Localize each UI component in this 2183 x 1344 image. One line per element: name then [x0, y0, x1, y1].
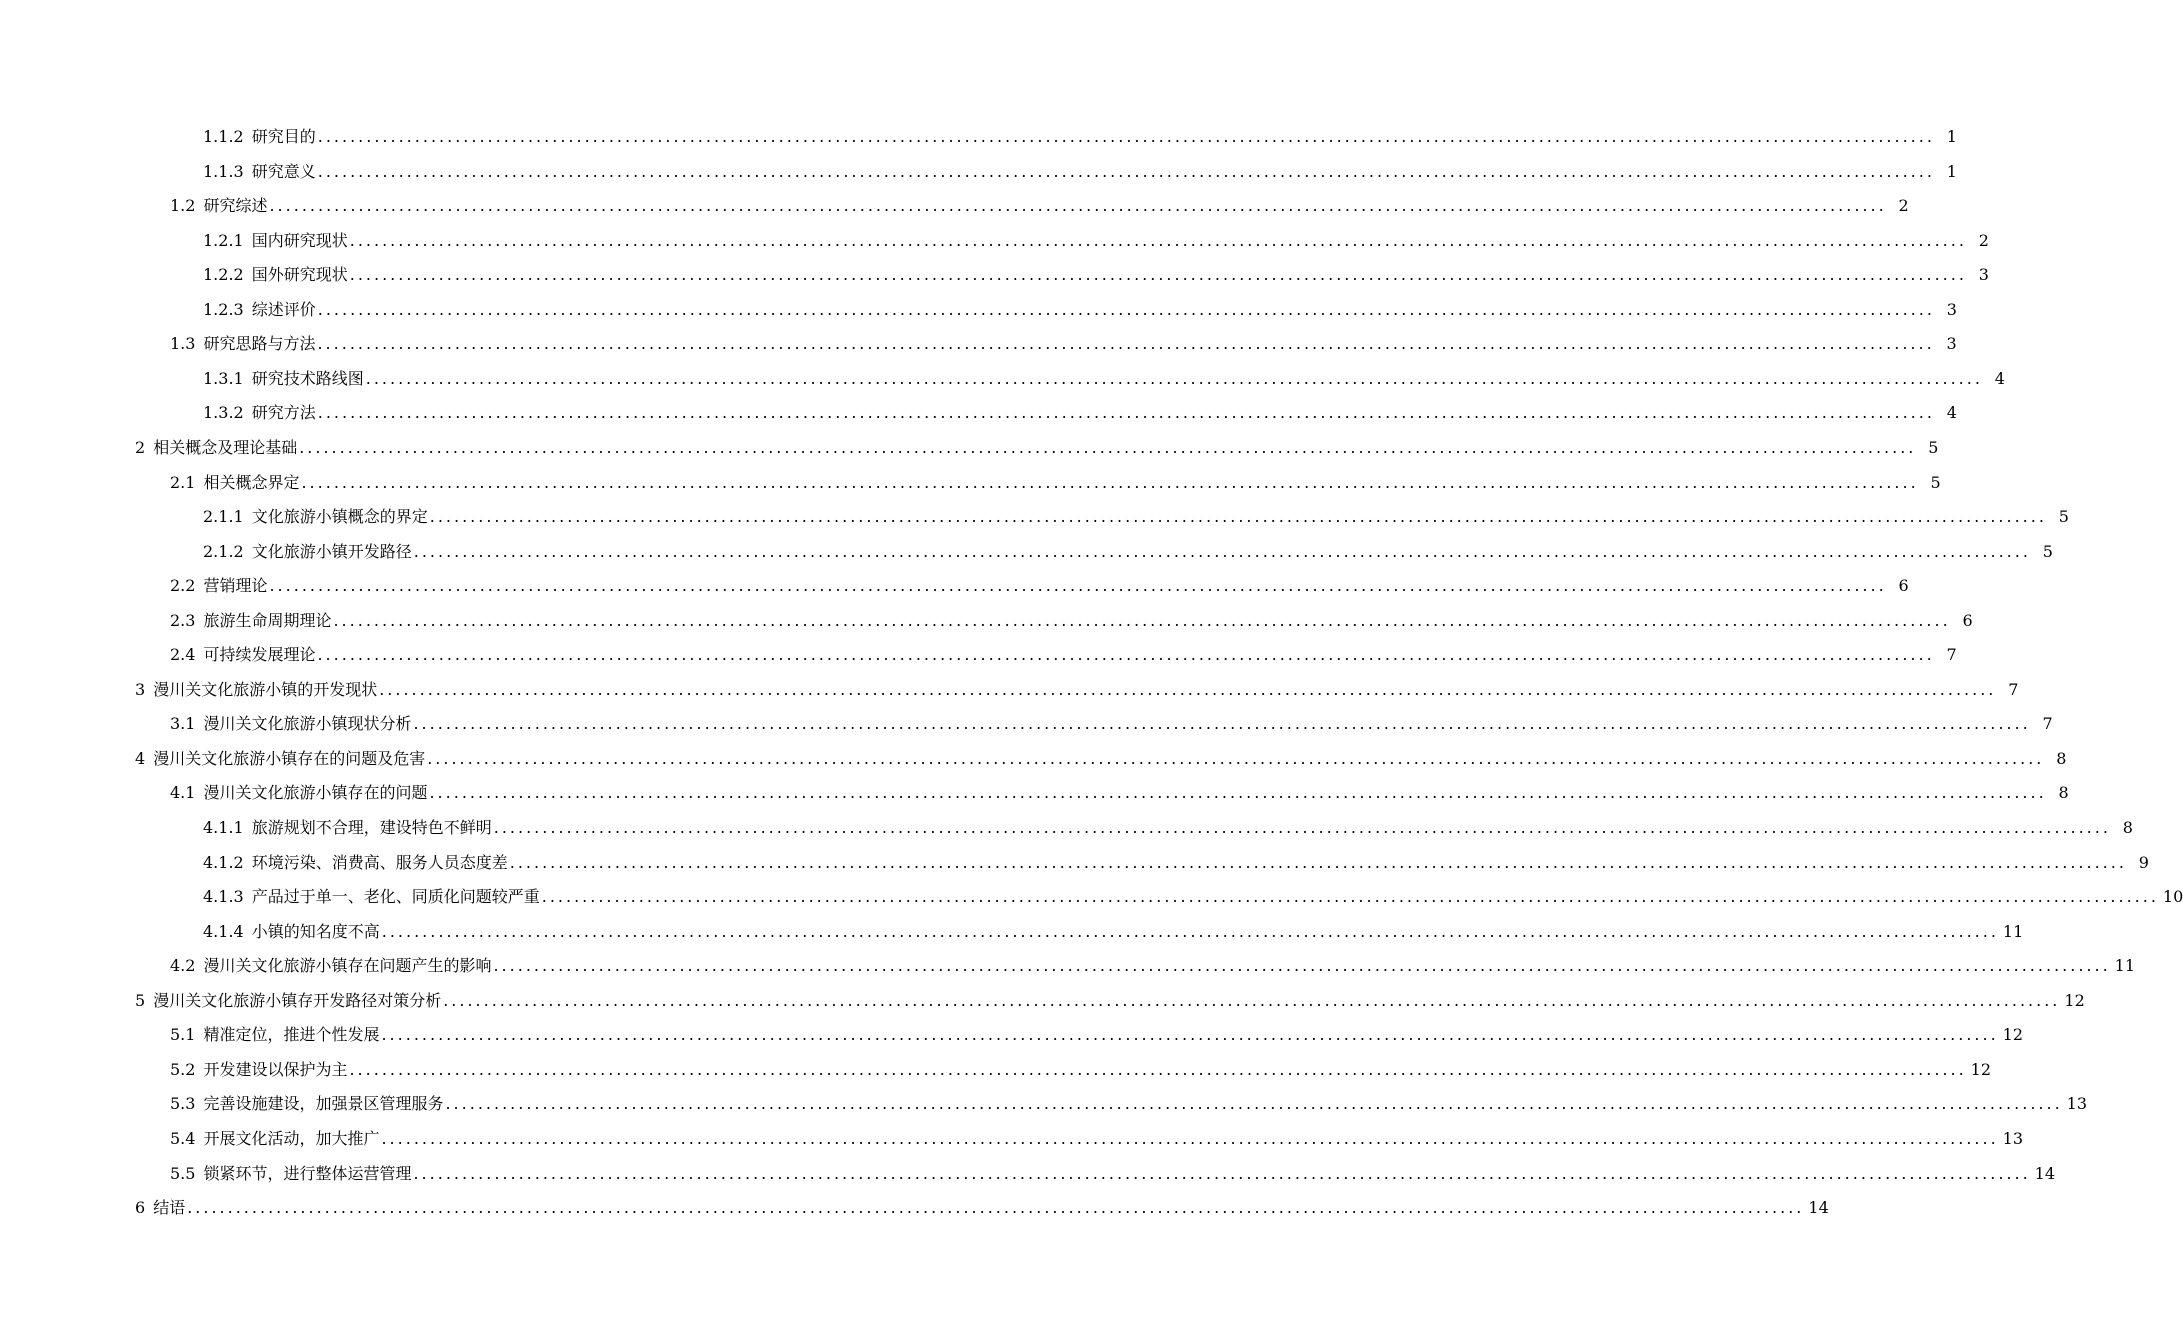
toc-entry-page: 3 — [1978, 265, 1989, 285]
toc-entry[interactable] — [170, 569, 1909, 603]
toc-entry-title: 旅游生命周期理论 — [203, 610, 332, 630]
toc-entry[interactable] — [170, 1053, 1992, 1087]
toc-entry[interactable] — [203, 155, 1957, 189]
toc-entry-number: 4 — [135, 748, 146, 768]
toc-dot-leader: ........................................................................................................................................................................................................ — [317, 299, 1935, 319]
toc-entry-title: 文化旅游小镇概念的界定 — [251, 507, 428, 527]
toc-entry-title: 研究技术路线图 — [251, 368, 364, 388]
toc-entry-title: 可持续发展理论 — [203, 645, 316, 665]
toc-dot-leader: ........................................................................................................................................................................................................ — [317, 127, 1935, 146]
toc-dot-leader: ........................................................................................................................................................................................................ — [413, 1163, 2031, 1183]
toc-entry-number: 4.1.4 — [203, 921, 244, 941]
toc-dot-leader: ........................................................................................................................................................................................................ — [429, 507, 2047, 527]
toc-entry-title: 结语 — [153, 1198, 186, 1218]
toc-entry-page: 3 — [1946, 299, 1957, 319]
toc-entry-number: 1.3 — [170, 334, 196, 354]
toc-entry[interactable] — [170, 1157, 2056, 1191]
toc-dot-leader: ........................................................................................................................................................................................................ — [333, 610, 1951, 630]
toc-entry-title: 相关概念界定 — [203, 472, 300, 492]
toc-entry-number: 2 — [135, 437, 146, 457]
toc-entry-title: 漫川关文化旅游小镇存在问题产生的影响 — [203, 956, 492, 976]
toc-entry-title: 精准定位，推进个性发展 — [203, 1025, 380, 1045]
toc-entry-title: 研究目的 — [251, 127, 316, 146]
toc-entry-title: 相关概念及理论基础 — [153, 437, 298, 457]
toc-entry-title: 产品过于单一、老化、同质化问题较严重 — [251, 887, 540, 907]
toc-dot-leader: ........................................................................................................................................................................................................ — [317, 645, 1935, 665]
toc-entry-number: 6 — [135, 1198, 146, 1218]
toc-entry[interactable] — [135, 431, 1939, 465]
toc-entry-number: 5.3 — [170, 1094, 196, 1114]
toc-entry-number: 2.1 — [170, 472, 196, 492]
toc-entry-number: 1.3.2 — [203, 403, 244, 423]
toc-entry-page: 5 — [1928, 437, 1939, 457]
toc-entry[interactable] — [170, 327, 1957, 361]
toc-dot-leader: ........................................................................................................................................................................................................ — [301, 472, 1919, 492]
toc-dot-leader: ........................................................................................................................................................................................................ — [429, 783, 2047, 803]
toc-entry-title: 国外研究现状 — [251, 265, 348, 285]
toc-dot-leader: ........................................................................................................................................................................................................ — [413, 541, 2031, 561]
toc-dot-leader: ........................................................................................................................................................................................................ — [317, 334, 1935, 354]
toc-entry-number: 3 — [135, 679, 146, 699]
toc-entry[interactable] — [203, 120, 1957, 154]
toc-entry-title: 漫川关文化旅游小镇的开发现状 — [153, 679, 378, 699]
toc-entry-number: 4.1 — [170, 783, 196, 803]
toc-entry[interactable] — [170, 707, 2053, 741]
toc-dot-leader: ........................................................................................................................................................................................................ — [317, 403, 1935, 423]
toc-entry[interactable] — [203, 535, 2053, 569]
toc-entry-title: 旅游规划不合理，建设特色不鲜明 — [251, 818, 492, 837]
toc-entry[interactable] — [170, 1087, 2088, 1121]
toc-entry-page: 1 — [1946, 161, 1957, 181]
toc-entry-page: 4 — [1946, 403, 1957, 423]
toc-dot-leader: ........................................................................................................................................................................................................ — [187, 1198, 1805, 1218]
toc-dot-leader: ........................................................................................................................................................................................................ — [445, 1094, 2063, 1114]
toc-entry-number: 5.1 — [170, 1025, 196, 1045]
toc-entry-number: 5.5 — [170, 1163, 196, 1183]
toc-dot-leader: ........................................................................................................................................................................................................ — [381, 921, 1999, 941]
toc-entry-number: 1.2.3 — [203, 299, 244, 319]
toc-entry-title: 研究综述 — [203, 196, 268, 216]
toc-entry-number: 5.2 — [170, 1059, 196, 1079]
toc-entry[interactable] — [203, 500, 2069, 534]
toc-entry-number: 1.1.2 — [203, 127, 244, 146]
toc-entry-number: 2.1.2 — [203, 541, 244, 561]
toc-entry-number: 5 — [135, 990, 146, 1010]
toc-entry-page: 13 — [2002, 1128, 2024, 1148]
toc-dot-leader: ........................................................................................................................................................................................................ — [541, 887, 2159, 907]
toc-entry[interactable] — [203, 880, 2183, 914]
toc-entry-number: 1.1.3 — [203, 161, 244, 181]
toc-entry-page: 14 — [2034, 1163, 2056, 1183]
toc-entry-page: 6 — [1898, 576, 1909, 596]
toc-entry-page: 8 — [2122, 818, 2133, 837]
toc-entry-title: 环境污染、消费高、服务人员态度差 — [251, 852, 508, 872]
toc-entry-number: 2.2 — [170, 576, 196, 596]
toc-entry-number: 5.4 — [170, 1128, 196, 1148]
toc-entry-page: 7 — [1946, 645, 1957, 665]
toc-entry-page: 13 — [2066, 1094, 2088, 1114]
toc-entry-title: 小镇的知名度不高 — [251, 921, 380, 941]
toc-dot-leader: ........................................................................................................................................................................................................ — [299, 437, 1917, 457]
toc-entry[interactable] — [135, 1191, 1829, 1225]
toc-entry-title: 综述评价 — [251, 299, 316, 319]
toc-entry-page: 14 — [1808, 1198, 1829, 1218]
toc-dot-leader: ........................................................................................................................................................................................................ — [413, 714, 2031, 734]
toc-entry-title: 开展文化活动，加大推广 — [203, 1128, 380, 1148]
toc-entry-page: 7 — [2008, 679, 2019, 699]
toc-entry-page: 2 — [1898, 196, 1909, 216]
toc-entry-number: 2.4 — [170, 645, 196, 665]
toc-dot-leader: ........................................................................................................................................................................................................ — [493, 818, 2111, 837]
toc-entry-title: 漫川关文化旅游小镇存在的问题及危害 — [153, 748, 426, 768]
toc-entry-title: 漫川关文化旅游小镇现状分析 — [203, 714, 412, 734]
toc-entry-title: 研究方法 — [251, 403, 316, 423]
toc-dot-leader: ........................................................................................................................................................................................................ — [493, 956, 2111, 976]
toc-entry-title: 文化旅游小镇开发路径 — [251, 541, 412, 561]
toc-entry-number: 1.3.1 — [203, 368, 244, 388]
toc-entry[interactable] — [170, 466, 1941, 500]
toc-entry-title: 营销理论 — [203, 576, 268, 596]
toc-entry-page: 11 — [2002, 921, 2024, 941]
toc-entry[interactable] — [135, 673, 2019, 707]
toc-entry-page: 1 — [1946, 127, 1957, 146]
toc-entry[interactable] — [170, 949, 2136, 983]
toc-entry-page: 7 — [2042, 714, 2053, 734]
toc-entry-title: 锁紧环节，进行整体运营管理 — [203, 1163, 412, 1183]
toc-entry-page: 3 — [1946, 334, 1957, 354]
toc-entry[interactable] — [203, 293, 1957, 327]
toc-entry-page: 12 — [2002, 1025, 2024, 1045]
toc-entry[interactable] — [170, 776, 2069, 810]
toc-dot-leader: ........................................................................................................................................................................................................ — [509, 852, 2127, 872]
toc-dot-leader: ........................................................................................................................................................................................................ — [317, 161, 1935, 181]
toc-entry[interactable] — [170, 189, 1909, 223]
toc-dot-leader: ........................................................................................................................................................................................................ — [379, 679, 1997, 699]
toc-entry-number: 3.1 — [170, 714, 196, 734]
toc-entry-title: 漫川关文化旅游小镇存在的问题 — [203, 783, 428, 803]
toc-entry[interactable] — [135, 742, 2067, 776]
toc-entry-number: 4.1.2 — [203, 852, 244, 872]
toc-entry-page: 8 — [2056, 748, 2067, 768]
toc-entry-number: 1.2.1 — [203, 230, 244, 250]
toc-entry-page: 9 — [2138, 852, 2149, 872]
toc-entry[interactable] — [203, 846, 2149, 880]
toc-entry-page: 12 — [1970, 1059, 1992, 1079]
toc-entry-number: 4.1.1 — [203, 818, 244, 837]
toc-entry-page: 2 — [1978, 230, 1989, 250]
toc-dot-leader: ........................................................................................................................................................................................................ — [381, 1025, 1999, 1045]
toc-entry[interactable] — [203, 224, 1989, 258]
toc-entry-number: 2.3 — [170, 610, 196, 630]
toc-entry[interactable] — [170, 604, 1973, 638]
toc-entry[interactable] — [203, 811, 2133, 845]
toc-entry-page: 10 — [2162, 887, 2183, 907]
toc-entry[interactable] — [203, 396, 1957, 430]
toc-entry[interactable] — [203, 915, 2024, 949]
toc-entry-title: 研究意义 — [251, 161, 316, 181]
toc-entry-page: 5 — [2042, 541, 2053, 561]
toc-entry-page: 11 — [2114, 956, 2136, 976]
toc-entry-title: 研究思路与方法 — [203, 334, 316, 354]
toc-dot-leader: ........................................................................................................................................................................................................ — [269, 576, 1887, 596]
toc-entry-number: 1.2.2 — [203, 265, 244, 285]
toc-entry-page: 5 — [2058, 507, 2069, 527]
toc-entry-title: 开发建设以保护为主 — [203, 1059, 348, 1079]
toc-dot-leader: ........................................................................................................................................................................................................ — [365, 368, 1983, 388]
toc-entry-title: 国内研究现状 — [251, 230, 348, 250]
toc-dot-leader: ........................................................................................................................................................................................................ — [349, 230, 1967, 250]
toc-entry-page: 12 — [2064, 990, 2085, 1010]
toc-entry-number: 4.1.3 — [203, 887, 244, 907]
toc-dot-leader: ........................................................................................................................................................................................................ — [349, 1059, 1967, 1079]
toc-entry[interactable] — [170, 1018, 2024, 1052]
toc-entry[interactable] — [203, 258, 1989, 292]
toc-dot-leader: ........................................................................................................................................................................................................ — [349, 265, 1967, 285]
toc-entry-page: 8 — [2058, 783, 2069, 803]
toc-entry-page: 6 — [1962, 610, 1973, 630]
toc-entry-number: 4.2 — [170, 956, 196, 976]
toc-entry-title: 完善设施建设，加强景区管理服务 — [203, 1094, 444, 1114]
toc-dot-leader: ........................................................................................................................................................................................................ — [381, 1128, 1999, 1148]
toc-entry-page: 5 — [1930, 472, 1941, 492]
toc-dot-leader: ........................................................................................................................................................................................................ — [443, 990, 2061, 1010]
toc-entry-number: 2.1.1 — [203, 507, 244, 527]
toc-entry-title: 漫川关文化旅游小镇存开发路径对策分析 — [153, 990, 442, 1010]
toc-entry[interactable] — [135, 984, 2085, 1018]
toc-entry[interactable] — [170, 638, 1957, 672]
toc-entry[interactable] — [203, 362, 2005, 396]
toc-entry-number: 1.2 — [170, 196, 196, 216]
toc-entry-page: 4 — [1994, 368, 2005, 388]
toc-dot-leader: ........................................................................................................................................................................................................ — [427, 748, 2045, 768]
toc-dot-leader: ........................................................................................................................................................................................................ — [269, 196, 1887, 216]
toc-entry[interactable] — [170, 1122, 2024, 1156]
